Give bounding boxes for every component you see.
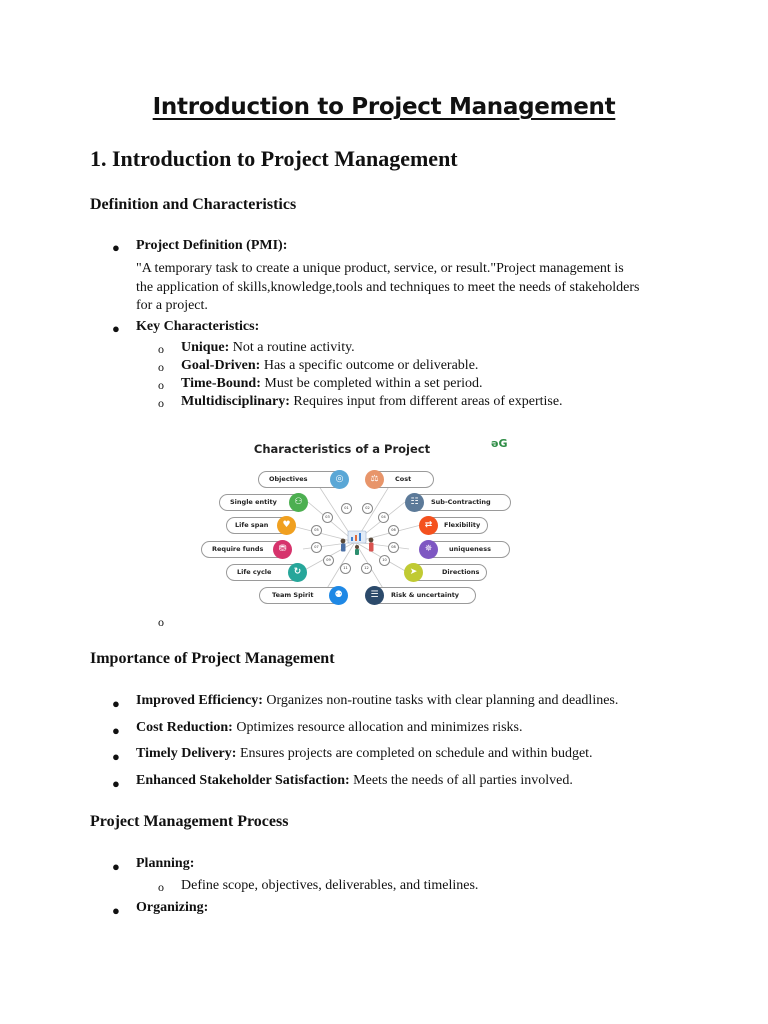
pill-label: Single entity [230,498,277,506]
sub-bullet-icon: o [158,342,164,356]
characteristic-item [181,340,355,356]
figure-pill-life-span [226,517,295,534]
characteristic-text: Must be completed within a set period. [260,376,483,391]
number-dot: 09 [323,555,334,566]
number-dot: 02 [362,503,373,514]
project-definition-text [136,260,696,316]
characteristic-term: Goal-Driven: [181,358,261,373]
bullet-icon: ● [112,321,120,336]
figure-pill-objectives [258,471,348,488]
pill-label: Team Spirit [272,591,314,599]
number-dot: 07 [311,542,322,553]
team-icon: ⚉ [329,586,348,605]
number-dot: 03 [322,512,333,523]
figure-pill-team-spirit [259,587,347,604]
heart-icon: ♥ [277,516,296,535]
pill-label: Directions [442,568,480,576]
sub-bullet-icon: o [158,396,164,410]
characteristic-item [181,394,563,410]
figure-pill-life-cycle [226,564,306,581]
importance-text: Optimizes resource allocation and minimizes risks. [232,720,523,735]
target-icon: ◎ [330,470,349,489]
characteristic-text: Requires input from different areas of expertise. [289,394,563,409]
importance-item [136,693,618,709]
bullet-icon: ● [112,749,120,764]
bullet-icon: ● [112,859,120,874]
sub-bullet-icon: o [158,880,164,894]
pill-label: Flexibility [444,521,481,529]
pill-label: Sub-Contracting [431,498,491,506]
number-dot: 10 [379,555,390,566]
pill-label: Life cycle [237,568,272,576]
star-icon: ✵ [419,540,438,559]
planning-label: Planning: [136,856,195,871]
definition-line: for a project. [136,298,208,313]
project-definition-label: Project Definition (PMI): [136,238,288,253]
pill-label: Require funds [212,545,264,553]
number-dot: 08 [388,542,399,553]
characteristic-text: Has a specific outcome or deliverable. [260,358,479,373]
figure-pill-sub-contracting [406,494,511,511]
definition-heading: Definition and Characteristics [90,196,297,213]
figure-pill-single-entity [219,494,307,511]
people-icon: ⚇ [289,493,308,512]
sub-bullet-icon: o [158,378,164,392]
importance-text: Organizes non-routine tasks with clear planning and deadlines. [262,693,619,708]
pill-label: uniqueness [449,545,491,553]
process-heading: Project Management Process [90,813,289,830]
key-characteristics-label: Key Characteristics: [136,319,260,334]
figure-pill-flexibility [420,517,488,534]
bullet-icon: ● [112,903,120,918]
pill-label: Risk & uncertainty [391,591,460,599]
importance-item [136,720,523,736]
bullet-icon: ● [112,240,120,255]
definition-line: "A temporary task to create a unique product, service, or result."Project management is [136,261,624,276]
importance-item [136,773,573,789]
cycle-icon: ↻ [288,563,307,582]
sub-bullet-icon: o [158,615,164,629]
characteristic-item [181,376,483,392]
importance-heading: Importance of Project Management [90,650,335,667]
definition-line: the application of skills,knowledge,tools and techniques to meet the needs of stakeholders [136,279,640,295]
arrow-icon: ➤ [404,563,423,582]
section-heading: 1. Introduction to Project Management [90,146,458,171]
sub-bullet-icon: o [158,360,164,374]
importance-term: Enhanced Stakeholder Satisfaction: [136,773,350,788]
importance-text: Meets the needs of all parties involved. [349,773,573,788]
number-dot: 11 [340,563,351,574]
number-dot: 06 [388,525,399,536]
document-title: Introduction to Project Management [152,94,616,120]
pill-label: Cost [395,475,412,483]
funds-icon: ⛃ [273,540,292,559]
number-dot: 12 [361,563,372,574]
planning-detail: Define scope, objectives, deliverables, and timelines. [181,878,479,893]
importance-term: Cost Reduction: [136,720,233,735]
pill-label: Objectives [269,475,308,483]
importance-item [136,746,593,762]
figure-pill-uniqueness [420,541,510,558]
cost-icon: ⚖ [365,470,384,489]
characteristic-item [181,358,478,374]
characteristic-term: Time-Bound: [181,376,261,391]
figure-title: Characteristics of a Project [253,442,431,456]
bullet-icon: ● [112,723,120,738]
pill-label: Life span [235,521,269,529]
importance-term: Improved Efficiency: [136,693,263,708]
flexibility-icon: ⇄ [419,516,438,535]
figure-pill-cost [366,471,434,488]
organizing-label: Organizing: [136,900,209,915]
figure-pill-require-funds [201,541,291,558]
number-dot: 01 [341,503,352,514]
characteristic-text: Not a routine activity. [229,340,355,355]
bullet-icon: ● [112,696,120,711]
importance-text: Ensures projects are completed on schedule and within budget. [236,746,593,761]
figure-pill-directions [405,564,487,581]
number-dot: 04 [378,512,389,523]
risk-icon: ☰ [365,586,384,605]
importance-term: Timely Delivery: [136,746,237,761]
number-dot: 05 [311,525,322,536]
bullet-icon: ● [112,776,120,791]
figure-pill-risk-uncertainty [366,587,476,604]
characteristics-figure [183,432,528,627]
characteristic-term: Multidisciplinary: [181,394,290,409]
team-chart-illustration [335,527,379,555]
gfg-logo: əG [491,437,508,450]
document-icon: ☷ [405,493,424,512]
characteristic-term: Unique: [181,340,230,355]
